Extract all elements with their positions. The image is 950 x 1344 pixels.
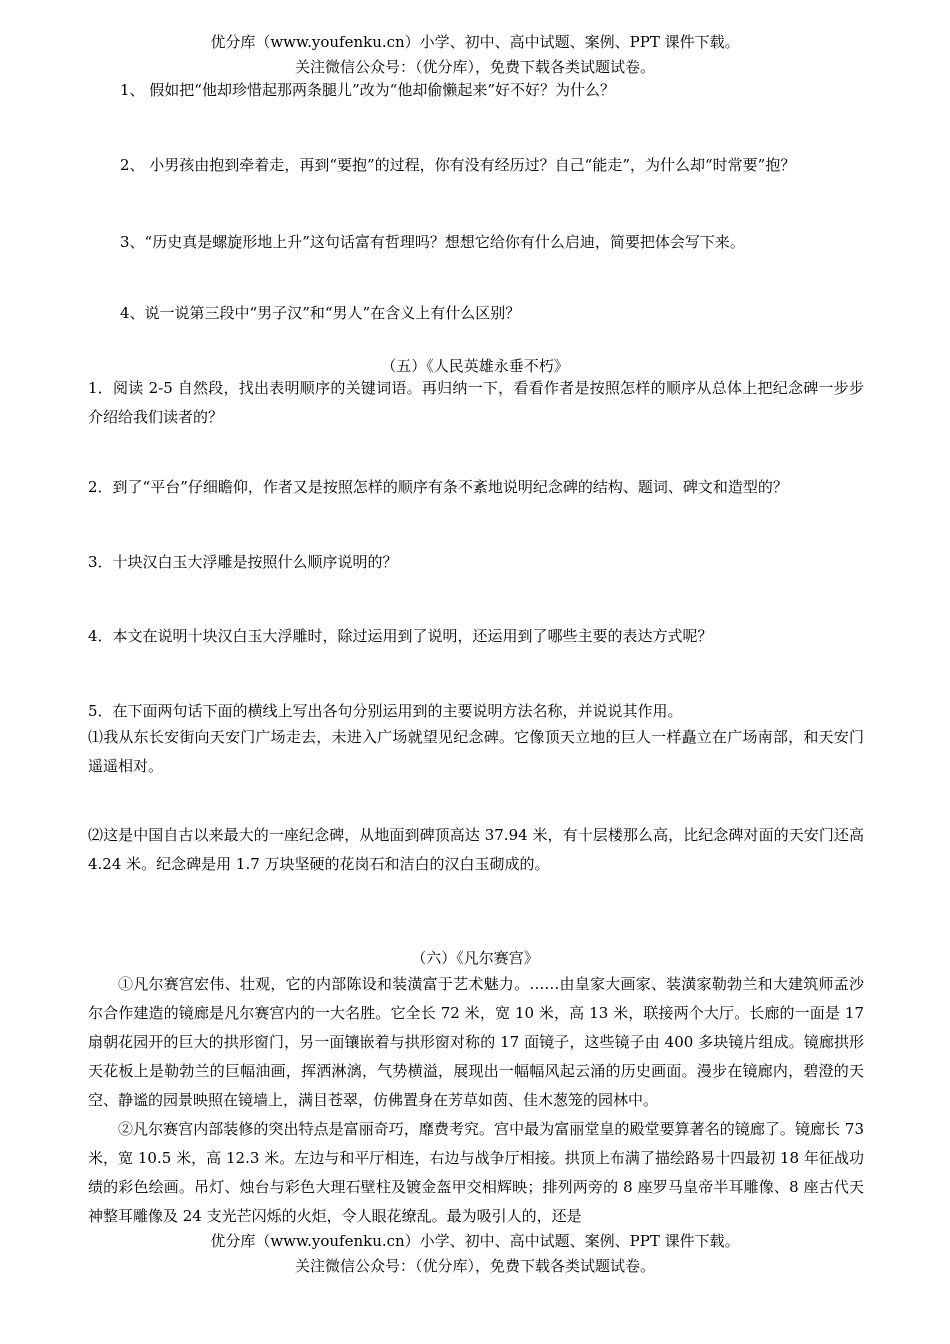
question-4: 4、说一说第三段中“男子汉”和“男人”在含义上有什么区别？ [120, 304, 521, 322]
question-2: 2、 小男孩由抱到牵着走，再到“要抱”的过程，你有没有经历过？自己“能走”，为什么却“时常要”抱？ [120, 156, 796, 174]
section-5-question-3: 3．十块汉白玉大浮雕是按照什么顺序说明的？ [88, 553, 398, 571]
question-1: 1、 假如把“他却珍惜起那两条腿儿”改为“他却偷懒起来”好不好？为什么？ [120, 81, 615, 99]
section-5-title: （五）《人民英雄永垂不朽》 [381, 357, 569, 375]
section-6-title: （六）《凡尔赛宫》 [411, 949, 539, 967]
footer-site-line: 优分库（www.youfenku.cn）小学、初中、高中试题、案例、PPT 课件下载。 [210, 1232, 740, 1250]
section-5-question-2: 2．到了“平台”仔细瞻仰，作者又是按照怎样的顺序有条不紊地说明纪念碑的结构、题词、碑文和造型的？ [88, 478, 788, 496]
header-wechat-line: 关注微信公众号：（优分库），免费下载各类试题试卷。 [294, 58, 655, 76]
section-5-sentence-1: ⑴我从东长安街向天安门广场走去，未进入广场就望见纪念碑。它像顶天立地的巨人一样矗立在广场南部，和天安门遥遥相对。 [88, 728, 864, 775]
footer-wechat-line: 关注微信公众号：（优分库），免费下载各类试题试卷。 [294, 1257, 655, 1275]
section-5-question-5: 5．在下面两句话下面的横线上写出各句分别运用到的主要说明方法名称，并说说其作用。 [88, 702, 683, 720]
section-5-question-4: 4．本文在说明十块汉白玉大浮雕时，除过运用到了说明，还运用到了哪些主要的表达方式呢？ [88, 627, 713, 645]
question-3: 3、“历史真是螺旋形地上升”这句话富有哲理吗？想想它给你有什么启迪，简要把体会写下来。 [120, 233, 745, 251]
section-6-paragraph-2: ②凡尔赛宫内部装修的突出特点是富丽奇巧，靡费考究。宫中最为富丽堂皇的殿堂要算著名的镜廊了。镜廊长 73 米，宽 10.5 米，高 12.3 米。左边与和平厅相连，右边与战争厅相接。拱顶上布满了描绘路易十四最初 18 年征战功绩的彩色绘画。吊灯、烛台与彩色大理石壁柱及镀金盔甲交相辉映；排列两旁的 8 座罗马皇帝半耳雕像、8 座古代天神整耳雕像及 24 支光芒闪烁的火炬，令人眼花缭乱。最为吸引人的，还是 [88, 1120, 864, 1225]
section-6-body [88, 970, 864, 1231]
section-6-paragraph-1: ①凡尔赛宫宏伟、壮观，它的内部陈设和装潢富于艺术魅力。……由皇家大画家、装潢家勒勃兰和大建筑师孟沙尔合作建造的镜廊是凡尔赛宫内的一大名胜。它全长 72 米，宽 10 米，高 13 米，联接两个大厅。长廊的一面是 17 扇朝花园开的巨大的拱形窗门，另一面镶嵌着与拱形窗对称的 17 面镜子，这些镜子由 400 多块镜片组成。镜廊拱形天花板上是勒勃兰的巨幅油画，挥洒淋漓，气势横溢，展现出一幅幅风起云涌的历史画面。漫步在镜廊内，碧澄的天空、静谧的园景映照在镜墙上，满目苍翠，仿佛置身在芳草如茵、佳木葱笼的园林中。 [88, 975, 864, 1109]
section-5-question-1: 1．阅读 2-5 自然段，找出表明顺序的关键词语。再归纳一下，看看作者是按照怎样的顺序从总体上把纪念碑一步步介绍给我们读者的？ [88, 379, 864, 426]
section-5-sentence-2: ⑵这是中国自古以来最大的一座纪念碑，从地面到碑顶高达 37.94 米，有十层楼那么高，比纪念碑对面的天安门还高 4.24 米。纪念碑是用 1.7 万块坚硬的花岗石和洁白的汉白玉砌成的。 [88, 826, 864, 873]
header-site-line: 优分库（www.youfenku.cn）小学、初中、高中试题、案例、PPT 课件下载。 [210, 33, 740, 51]
